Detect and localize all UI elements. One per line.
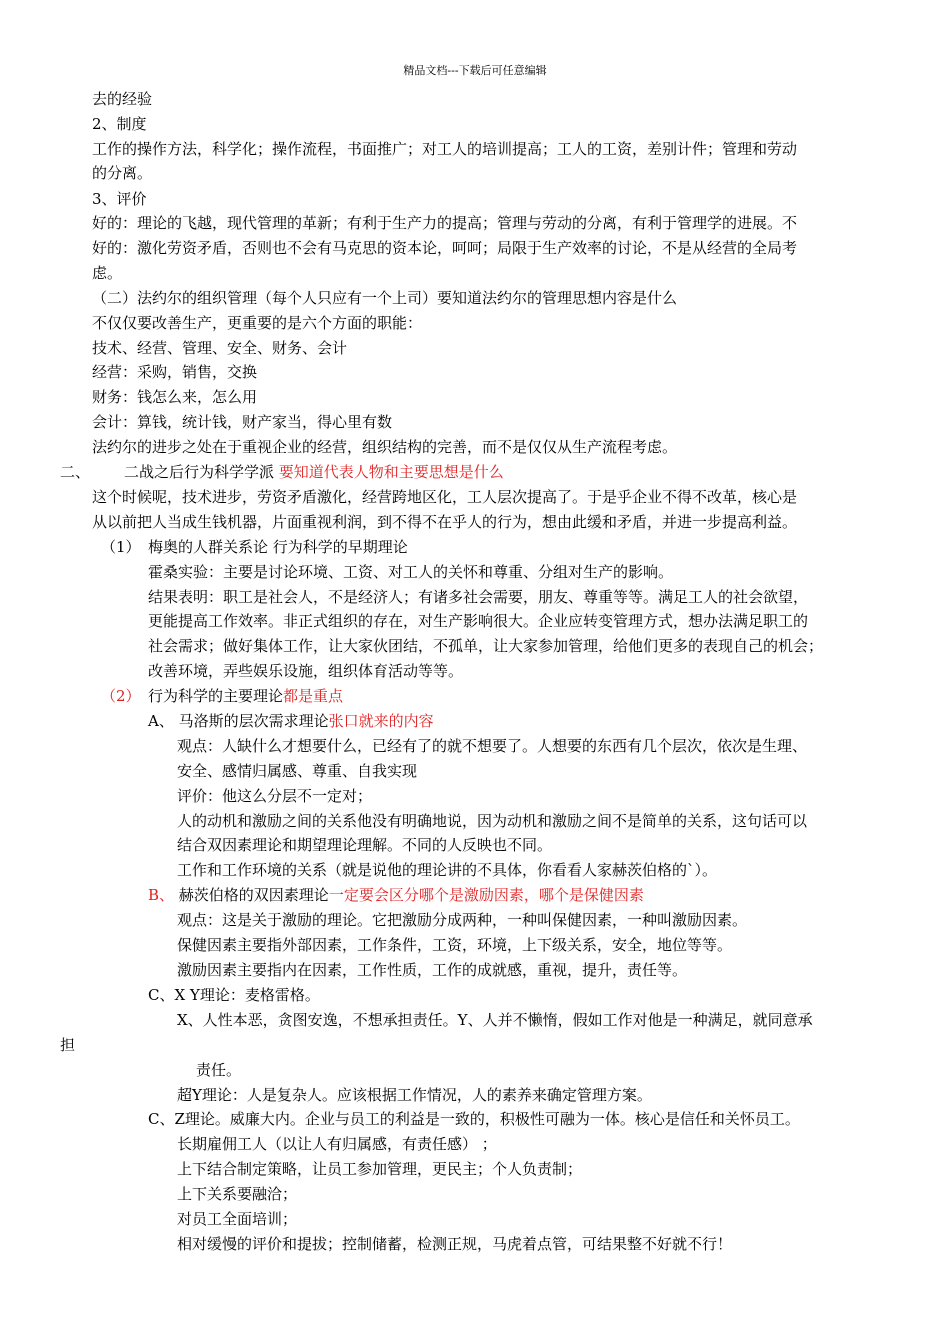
text-line: 从以前把人当成生钱机器，片面重视利润，到不得不在乎人的行为，想由此缓和矛盾，并进一步提高利益。 [92, 513, 798, 531]
text-line: 改善环境，弄些娱乐设施，组织体育活动等等。 [148, 662, 464, 680]
text-line: 结合双因素理论和期望理论理解。不同的人反映也不同。 [177, 836, 553, 854]
theory-heading [148, 885, 644, 905]
text-line: 财务：钱怎么来，怎么用 [92, 388, 258, 406]
text-line: X、人性本恶，贪图安逸，不想承担责任。Y、人并不懒惰，假如工作对他是一种满足，就同意承 [177, 1011, 813, 1029]
text-line: 结果表明：职工是社会人，不是经济人；有诸多社会需要，朋友、尊重等等。满足工人的社会欲望， [148, 588, 809, 606]
text-line: 对员工全面培训； [177, 1210, 298, 1228]
text-line: 责任。 [196, 1061, 242, 1079]
subsection-heading [148, 686, 343, 706]
text-line: 评价：他这么分层不一定对； [177, 787, 373, 805]
section-heading [124, 462, 504, 482]
text-line: 这个时候呢，技术进步，劳资矛盾激化，经营跨地区化，工人层次提高了。于是乎企业不得不改革，核心是 [92, 488, 798, 506]
text-line: 会计：算钱，统计钱，财产家当，得心里有数 [92, 413, 393, 431]
text-line: 超Y理论：人是复杂人。应该根据工作情况，人的素养来确定管理方案。 [177, 1086, 652, 1104]
text-line: 工作的操作方法，科学化；操作流程，书面推广；对工人的培训提高；工人的工资，差别计件；管理和劳动 [92, 140, 798, 158]
item-number: （2） [101, 687, 141, 705]
text-line: 安全、感情归属感、尊重、自我实现 [177, 762, 418, 780]
text-line: 3、评价 [92, 190, 147, 208]
text-line: 去的经验 [92, 90, 153, 108]
text-line: 上下结合制定策略，让员工参加管理，更民主；个人负责制； [177, 1160, 583, 1178]
text-line: 不仅仅要改善生产，更重要的是六个方面的职能： [92, 314, 423, 332]
heading-text: 行为科学的主要理论 [148, 687, 284, 705]
highlight-note: 都是重点 [283, 687, 344, 705]
section-number: 二、 [60, 463, 91, 481]
heading-text: 二战之后行为科学学派 [124, 463, 279, 481]
item-letter: B、 [148, 886, 175, 904]
section-heading: （二）法约尔的组织管理（每个人只应有一个上司）要知道法约尔的管理思想内容是什么 [92, 289, 678, 307]
text-line: 上下关系要融洽； [177, 1185, 298, 1203]
heading-text: 赫茨伯格的双因素理论 [174, 886, 329, 904]
text-line: 相对缓慢的评价和提拔；控制储蓄，检测正规，马虎着点管，可结果整不好就不行！ [177, 1235, 733, 1253]
theory-heading: C、Z理论。威廉大内。企业与员工的利益是一致的，积极性可融为一体。核心是信任和关怀员工。 [148, 1110, 800, 1128]
text-line: 观点：人缺什么才想要什么，已经有了的就不想要了。人想要的东西有几个层次，依次是生理、 [177, 737, 808, 755]
text-line: 长期雇佣工人（以让人有归属感，有责任感） ； [177, 1135, 497, 1153]
text-line: 更能提高工作效率。非正式组织的存在，对生产影响很大。企业应转变管理方式，想办法满足职工的 [148, 612, 809, 630]
text-line: 2、制度 [92, 115, 147, 133]
text-line: 霍桑实验：主要是讨论环境、工资、对工人的关怀和尊重、分组对生产的影响。 [148, 563, 674, 581]
heading-text: A、 马洛斯的层次需求理论 [148, 712, 329, 730]
text-line: 虑。 [92, 264, 123, 282]
text-line: 好的：激化劳资矛盾，否则也不会有马克思的资本论，呵呵；局限于生产效率的讨论，不是从经营的全局考 [92, 239, 798, 257]
item-number: （1） [101, 538, 141, 556]
highlight-note: 张口就来的内容 [328, 712, 434, 730]
text-line: 工作和工作环境的关系（就是说他的理论讲的不具体，你看看人家赫茨伯格的`）。 [177, 861, 718, 879]
text-line: 社会需求；做好集体工作，让大家伙团结，不孤单，让大家参加管理，给他们更多的表现自己的机会； [148, 637, 824, 655]
theory-heading [148, 711, 434, 731]
text-line: 担 [60, 1036, 76, 1054]
text-line: 人的动机和激励之间的关系他没有明确地说，因为动机和激励之间不是简单的关系，这句话可以 [177, 812, 808, 830]
theory-heading: C、X Y理论：麦格雷格。 [148, 986, 320, 1004]
text-line: 激励因素主要指内在因素，工作性质，工作的成就感，重视，提升，责任等。 [177, 961, 688, 979]
page-header: 精品文档---下载后可任意编辑 [403, 64, 547, 77]
text-line: 技术、经营、管理、安全、财务、会计 [92, 339, 348, 357]
subsection-heading: 梅奥的人群关系论 行为科学的早期理论 [148, 538, 408, 556]
text-line: 保健因素主要指外部因素，工作条件，工资，环境，上下级关系，安全，地位等等。 [177, 936, 733, 954]
highlight-note: 要知道代表人物和主要思想是什么 [278, 463, 504, 481]
text-line: 的分离。 [92, 164, 153, 182]
text-line: 好的：理论的飞越，现代管理的革新；有利于生产力的提高；管理与劳动的分离，有利于管理学的进展。不 [92, 214, 798, 232]
text-line: 法约尔的进步之处在于重视企业的经营，组织结构的完善，而不是仅仅从生产流程考虑。 [92, 438, 678, 456]
text-line: 经营：采购，销售，交换 [92, 363, 258, 381]
highlight-note: 一定要会区分哪个是激励因素，哪个是保健因素 [328, 886, 644, 904]
text-line: 观点：这是关于激励的理论。它把激励分成两种，一种叫保健因素，一种叫激励因素。 [177, 911, 748, 929]
